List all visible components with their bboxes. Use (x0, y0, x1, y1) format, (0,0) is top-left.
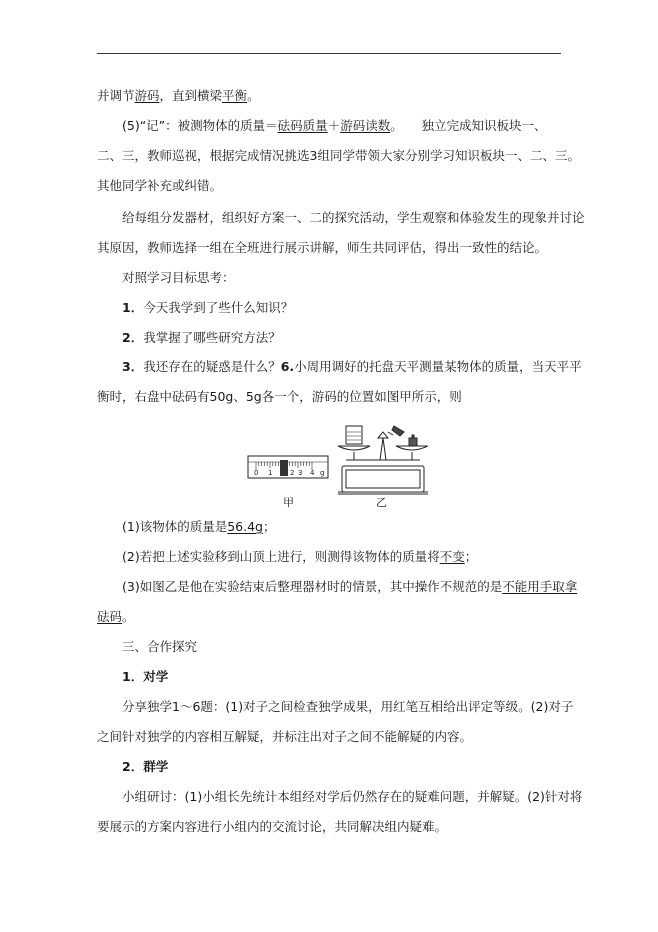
ruler-tick-2: 2 (290, 469, 295, 477)
figure-svg (246, 424, 428, 508)
question-1: 1．今天我学到了些什么知识？ (122, 300, 294, 315)
text-line-2: (5)“记”：被测物体的质量＝砝码质量＋游码读数。 独立完成知识板块一、 (122, 118, 547, 133)
text-line-18: 分享独学1～6题：(1)对子之间检查独学成果，用红笔互相给出评定等级。(2)对子 (122, 699, 574, 714)
question-2: 2．我掌握了哪些研究方法？ (122, 330, 281, 345)
subsection-1: 1．对学 (122, 669, 169, 684)
ruler-tick-4: 4 (310, 469, 315, 477)
text-line-4: 其他同学补充或纠错。 (97, 178, 223, 193)
ruler-tick-1: 1 (268, 469, 273, 477)
answer-1: (1)该物体的质量是56.4g； (122, 519, 276, 534)
ruler-unit: g (320, 469, 325, 477)
text-line-1: 并调节游码，直到横梁平衡。 (97, 88, 260, 103)
section-heading: 三、合作探究 (122, 639, 198, 654)
answer-2: (2)若把上述实验移到山顶上进行，则测得该物体的质量将不变； (122, 549, 478, 564)
ruler-jia (248, 456, 328, 478)
ruler-tick-0: 0 (254, 469, 259, 477)
balance-figure (246, 424, 428, 508)
text-line-5: 给每组分发器材，组织好方案一、二的探究活动，学生观察和体验发生的现象并讨论 (122, 210, 585, 225)
text-line-7: 对照学习目标思考： (122, 270, 235, 285)
text-line-6: 其原因，教师选择一组在全班进行展示讲解，师生共同评估，得出一致性的结论。 (97, 240, 548, 255)
text-line-3: 二、三，教师巡视，根据完成情况挑选3组同学带领大家分别学习知识板块一、二、三。 (97, 148, 580, 163)
subsection-2: 2．群学 (122, 759, 169, 774)
ruler-tick-3: 3 (298, 469, 303, 477)
header-rule (97, 53, 561, 54)
balance-yi (338, 426, 428, 494)
rider-weight (280, 460, 288, 476)
question-3: 3．我还存在的疑惑是什么？6.小周用调好的托盘天平测量某物体的质量，当天平平 (122, 359, 582, 374)
text-line-22: 要展示的方案内容进行小组内的交流讨论，共同解决组内疑难。 (97, 819, 448, 834)
caption-yi: 乙 (376, 496, 387, 509)
answer-3: (3)如图乙是他在实验结束后整理器材时的情景，其中操作不规范的是不能用手取拿 (122, 579, 578, 594)
text-line-19: 之间针对独学的内容相互解疑，并标注出对子之间不能解疑的内容。 (97, 729, 473, 744)
text-line-21: 小组研讨：(1)小组长先统计本组经对学后仍然存在的疑难问题，并解疑。(2)针对将 (122, 789, 583, 804)
text-line-11: 衡时，右盘中砝码有50g、5g各一个，游码的位置如图甲所示，则 (97, 389, 462, 404)
answer-3-cont: 砝码。 (97, 609, 135, 624)
caption-jia: 甲 (283, 496, 294, 509)
